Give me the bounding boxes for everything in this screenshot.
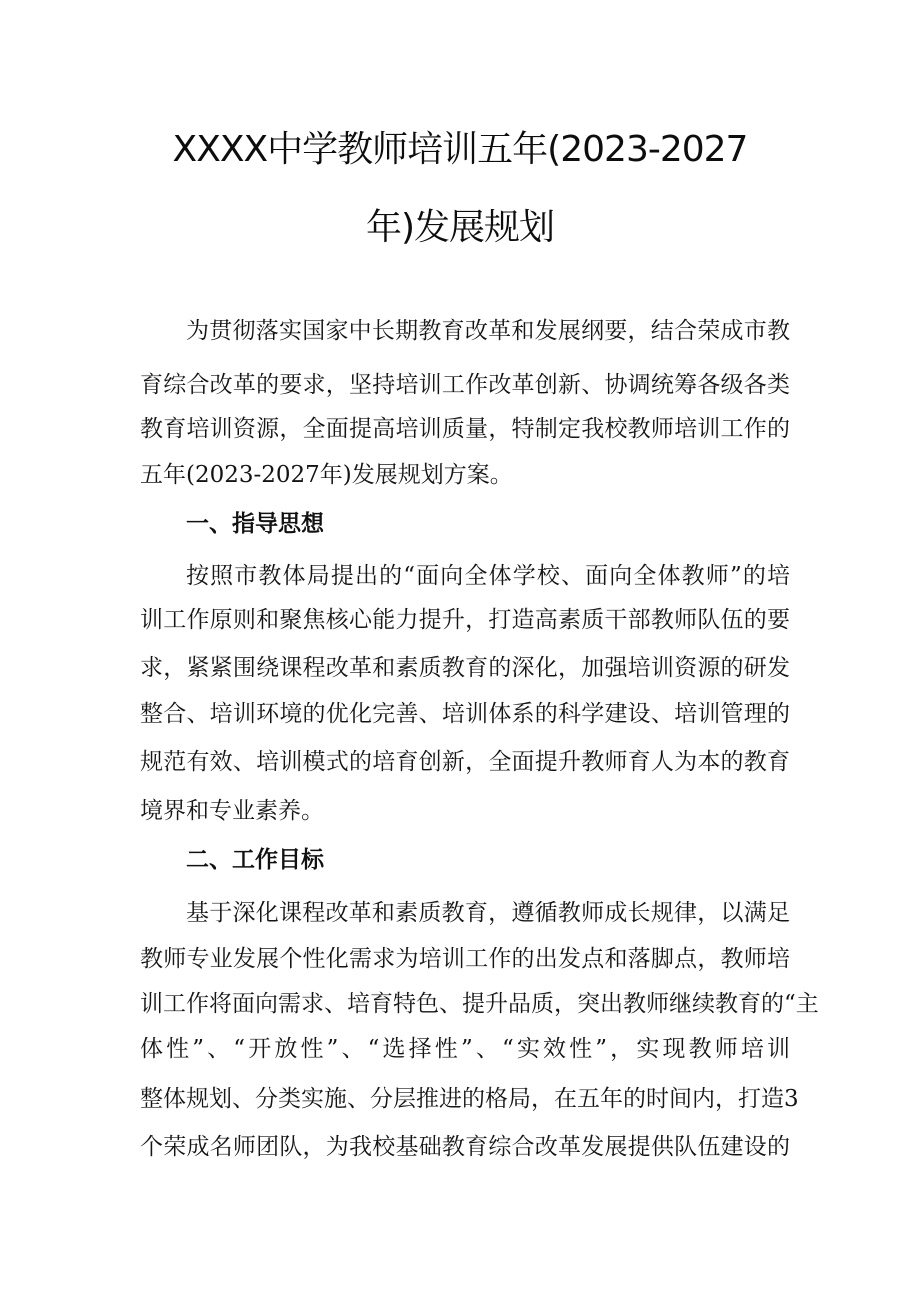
section1-line: 整合、培训环境的优化完善、培训体系的科学建设、培训管理的: [140, 701, 790, 727]
intro-line: 教育培训资源，全面提高培训质量，特制定我校教师培训工作的: [140, 416, 790, 442]
section2-line: 训工作将面向需求、培育特色、提升品质，突出教师继续教育的“主: [140, 991, 819, 1017]
section1-line: 规范有效、培训模式的培育创新，全面提升教师育人为本的教育: [140, 749, 790, 775]
intro-line: 育综合改革的要求，坚持培训工作改革创新、协调统筹各级各类: [140, 372, 790, 398]
intro-line: 五年(2023-2027年)发展规划方案。: [140, 462, 513, 488]
intro-line: 为贯彻落实国家中长期教育改革和发展纲要，结合荣成市教: [186, 318, 790, 344]
document-title-line-2: 年)发展规划: [365, 207, 555, 248]
document-title-line-1: XXXX中学教师培训五年(2023-2027: [172, 129, 748, 170]
section-heading-guiding-ideology: 一、指导思想: [186, 511, 324, 537]
section1-line: 境界和专业素养。: [140, 798, 324, 824]
section1-line: 训工作原则和聚焦核心能力提升，打造高素质干部教师队伍的要: [140, 607, 790, 633]
section1-line: 按照市教体局提出的“面向全体学校、面向全体教师”的培: [186, 563, 790, 589]
section2-line: 教师专业发展个性化需求为培训工作的出发点和落脚点，教师培: [140, 946, 790, 972]
section2-line: 体性”、“开放性”、“选择性”、“实效性”，实现教师培训: [140, 1036, 790, 1062]
section2-line: 个荣成名师团队，为我校基础教育综合改革发展提供队伍建设的: [140, 1134, 790, 1160]
section2-line: 整体规划、分类实施、分层推进的格局，在五年的时间内，打造3: [140, 1086, 799, 1112]
section-heading-work-goals: 二、工作目标: [186, 847, 324, 873]
section1-line: 求，紧紧围绕课程改革和素质教育的深化，加强培训资源的研发: [140, 655, 790, 681]
section2-line: 基于深化课程改革和素质教育，遵循教师成长规律，以满足: [186, 900, 790, 926]
